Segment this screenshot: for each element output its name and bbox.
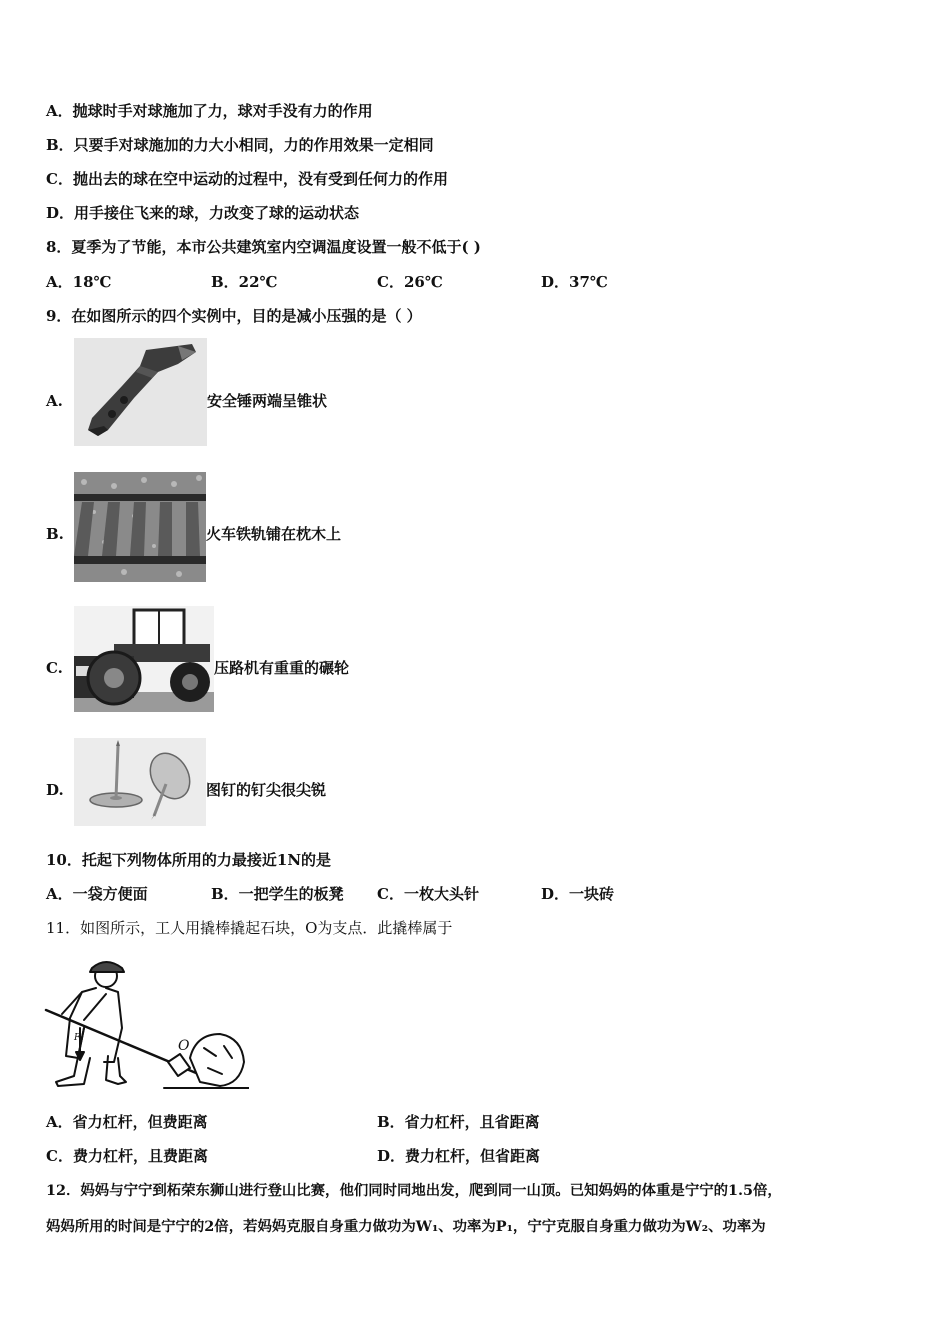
q10-option-a: A．一袋方便面 <box>46 885 148 903</box>
q9-option-c-caption: 压路机有重重的碾轮 <box>214 659 350 677</box>
q7-option-a: A．抛球时手对球施加了力，球对手没有力的作用 <box>46 102 373 120</box>
safety-hammer-icon <box>74 338 207 446</box>
q10-option-c: C．一枚大头针 <box>377 885 479 903</box>
lever-force-label: F₁ <box>74 1033 84 1043</box>
q9-option-b <box>46 472 376 584</box>
q8-option-c: C．26℃ <box>377 273 443 291</box>
lever-figure <box>44 958 249 1092</box>
q11-option-c: C．费力杠杆，且费距离 <box>46 1147 208 1165</box>
q9-option-c-letter: C. <box>46 659 63 677</box>
road-roller-icon <box>74 606 214 712</box>
q9-option-d-caption: 图钉的钉尖很尖锐 <box>206 781 327 799</box>
q9-option-a-caption: 安全锤两端呈锥状 <box>207 392 328 410</box>
q9-option-b-letter: B. <box>46 525 64 543</box>
q11-stem: 11．如图所示，工人用撬棒撬起石块，O为支点．此撬棒属于 <box>46 919 453 937</box>
q9-option-d <box>46 738 366 828</box>
thumbtack-icon <box>74 738 206 826</box>
q10-stem: 10．托起下列物体所用的力最接近1N的是 <box>46 851 332 869</box>
q11-option-d: D．费力杠杆，但省距离 <box>377 1147 541 1165</box>
q10-option-b: B．一把学生的板凳 <box>211 885 344 903</box>
q8-option-b: B．22℃ <box>211 273 278 291</box>
q7-option-c: C．抛出去的球在空中运动的过程中，没有受到任何力的作用 <box>46 170 448 188</box>
lever-pivot-label: O <box>178 1038 190 1054</box>
q12-line-1: 12．妈妈与宁宁到柘荣东狮山进行登山比赛，他们同时同地出发，爬到同一山顶。已知妈妈的体重是宁宁的1.5倍， <box>46 1182 782 1199</box>
q8-option-d: D．37℃ <box>541 273 608 291</box>
q9-option-d-letter: D. <box>46 781 64 799</box>
q9-stem: 9．在如图所示的四个实例中，目的是减小压强的是（ ） <box>46 307 422 325</box>
q7-option-b: B．只要手对球施加的力大小相同，力的作用效果一定相同 <box>46 136 434 154</box>
q8-option-a: A．18℃ <box>46 273 112 291</box>
railway-track-icon <box>74 472 206 582</box>
q11-option-a: A．省力杠杆，但费距离 <box>46 1113 208 1131</box>
q9-option-c <box>46 606 386 714</box>
q12-line-2: 妈妈所用的时间是宁宁的2倍，若妈妈克服自身重力做功为W₁、功率为P₁，宁宁克服自身重力做功为W₂、功率为 <box>46 1218 766 1235</box>
q10-option-d: D．一块砖 <box>541 885 615 903</box>
q9-option-a <box>46 338 366 448</box>
q7-option-d: D．用手接住飞来的球，力改变了球的运动状态 <box>46 204 360 222</box>
q9-option-b-caption: 火车铁轨铺在枕木上 <box>206 525 342 543</box>
q11-option-b: B．省力杠杆，且省距离 <box>377 1113 540 1131</box>
q8-stem: 8．夏季为了节能，本市公共建筑室内空调温度设置一般不低于( ) <box>46 238 481 256</box>
q9-option-a-letter: A. <box>46 392 63 410</box>
